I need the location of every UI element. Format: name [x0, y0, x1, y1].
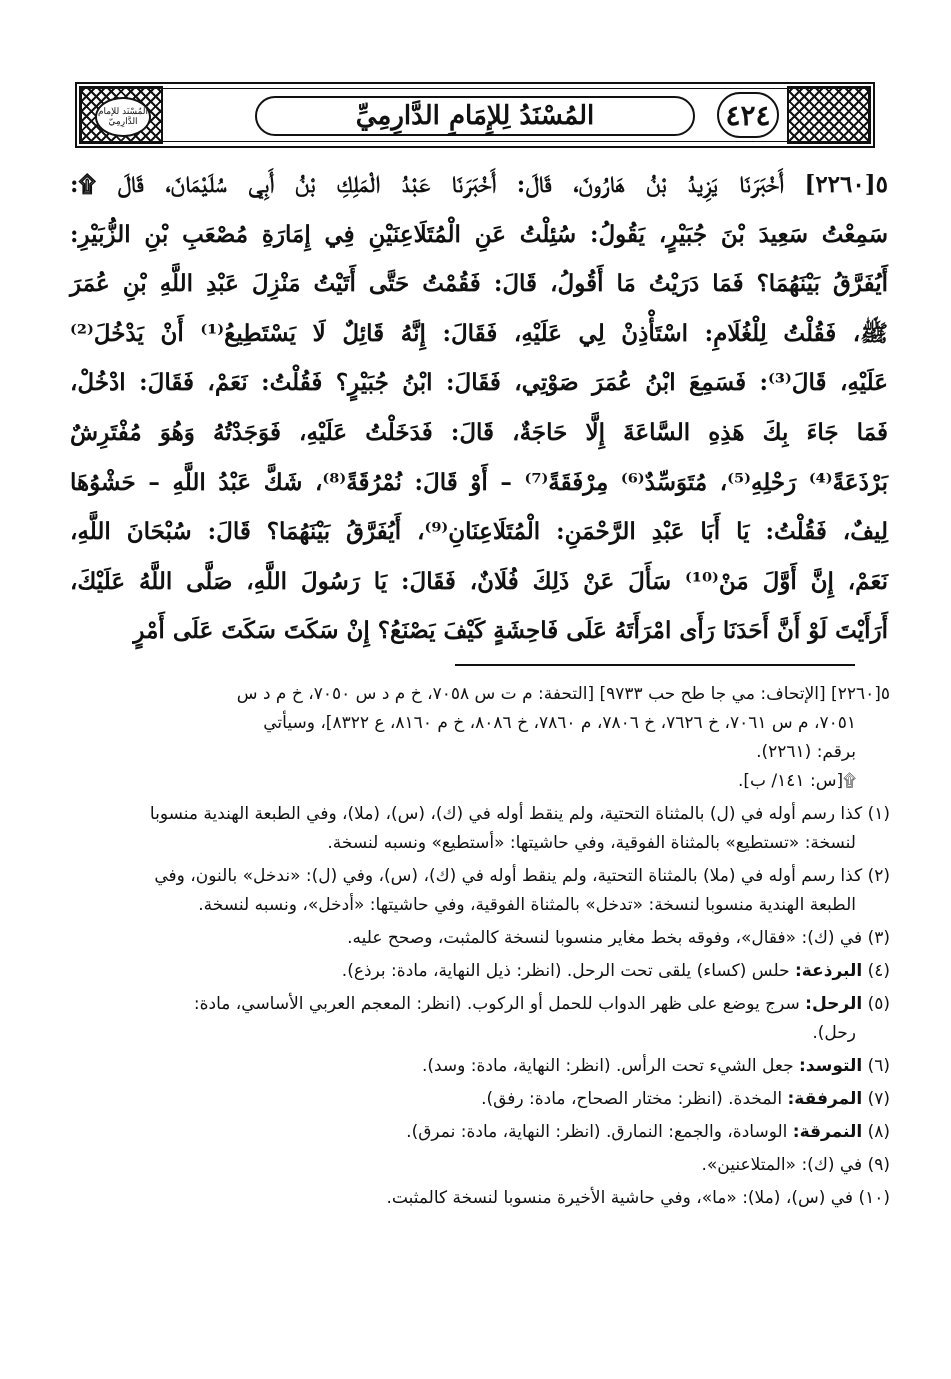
footnote-number: (١٠): [858, 1188, 890, 1208]
footnote-text: في (ك): «فقال»، وفوقه بخط مغاير منسوبا لنسخة كالمثبت، وصحح عليه.: [347, 928, 863, 948]
footnote-7: [70, 1085, 890, 1114]
ornament-emblem: [79, 86, 163, 144]
footnote-text: في (ك): «المتلاعنين».: [701, 1155, 863, 1175]
text-line: لِيفٌ، فَقُلْتُ: يَا أَبَا عَبْدِ الرَّحْمَنِ: الْمُتَلَاعِنَانِ⁽⁹⁾، أَيُفَرَّقُ بَيْنَهُمَا؟ قَالَ: سُبْحَانَ اللَّهِ،: [70, 518, 888, 546]
text-line: ﷺ، فَقُلْتُ لِلْغُلَامِ: اسْتَأْذِنْ لِي عَلَيْهِ، فَقَالَ: إِنَّهُ قَائِلٌ لَا يَسْتَطِيعُ⁽¹⁾ أَنْ يَدْخُلَ⁽²⁾: [70, 319, 888, 347]
footnote-term: التوسد:: [799, 1056, 863, 1076]
footnote-text: الوسادة، والجمع: النمارق. (انظر: النهاية، مادة: نمرق).: [406, 1122, 788, 1142]
takhrij-line: ٥[٢٢٦٠] [الإتحاف: مي جا طح حب ٩٧٣٣] [التحفة: م ت س ٧٠٥٨، خ م د س ٧٠٥٠، خ م د س: [236, 684, 890, 704]
footnote-term: المرفقة:: [787, 1089, 863, 1109]
hadith-text: [70, 160, 888, 656]
footnotes: [70, 680, 890, 1217]
page-number: ٤٢٤: [725, 98, 771, 132]
footnote-text: كذا رسم أوله في (ملا) بالمثناة التحتية، ولم ينقط أوله في (ك)، (س)، وفي (ل): «ندخل» بالنون، وفي: [154, 866, 863, 886]
footnote-number: (٥): [867, 994, 890, 1014]
footnote-2: [70, 862, 890, 920]
footnote-number: (٧): [867, 1089, 890, 1109]
footnote-number: (٤): [867, 961, 890, 981]
footnote-text: رحل).: [812, 1023, 856, 1043]
emblem-medallion: [95, 97, 151, 137]
emblem-text: المُسْنَد للإمام الدَّارِمِيّ: [97, 107, 149, 127]
footnote-term: الرحل:: [805, 994, 863, 1014]
takhrij-note: [70, 680, 890, 796]
book-title-text: المُسْنَدُ لِلإِمَامِ الدَّارِمِيِّ: [355, 101, 595, 131]
footnote-text: حلس (كساء) يلقى تحت الرحل. (انظر: ذيل النهاية، مادة: برذع).: [341, 961, 790, 981]
footnote-number: (٩): [867, 1155, 890, 1175]
footnote-number: (٦): [867, 1056, 890, 1076]
footnote-term: النمرقة:: [792, 1122, 863, 1142]
footnote-text: جعل الشيء تحت الرأس. (انظر: النهاية، مادة: وسد).: [421, 1056, 794, 1076]
text-line: أَرَأَيْتَ لَوْ أَنَّ أَحَدَنَا رَأَى امْرَأَتَهُ عَلَى فَاحِشَةٍ كَيْفَ يَصْنَعُ؟ إِنْ سَكَتَ سَكَتَ عَلَى أَمْرٍ: [133, 617, 888, 645]
footnote-text: لنسخة: «تستطيع» بالمثناة الفوقية، وفي حاشيتها: «أستطيع» ونسبه لنسخة.: [327, 833, 856, 853]
footnote-number: (٢): [867, 866, 890, 886]
footnote-text: المخدة. (انظر: مختار الصحاح، مادة: رفق).: [481, 1089, 783, 1109]
footnote-term: البرذعة:: [795, 961, 863, 981]
book-title: [255, 96, 695, 136]
text-line: بَرْذَعَةً⁽⁴⁾ رَحْلِهِ⁽⁵⁾، مُتَوَسِّدٌ⁽⁶⁾ مِرْفَقَةً⁽⁷⁾ – أَوْ قَالَ: نُمْرُقَةً⁽⁸⁾، شَكَّ عَبْدُ اللَّهِ – حَشْوُهَا: [70, 468, 888, 496]
footnote-1: [70, 800, 890, 858]
footnote-4: [70, 957, 890, 986]
footnote-text: في (س)، (ملا): «ما»، وفي حاشية الأخيرة منسوبا لنسخة كالمثبت.: [386, 1188, 854, 1208]
takhrij-line: برقم: (٢٢٦١).: [756, 742, 856, 762]
footnote-number: (١): [867, 804, 890, 824]
text-line: ٥[٢٢٦٠] أَخْبَرَنَا يَزِيدُ بْنُ هَارُونَ، قَالَ: أَخْبَرَنَا عَبْدُ الْمَلِكِ بْنُ أَبِي سُلَيْمَانَ، قَالَ ۩:: [70, 171, 888, 198]
manuscript-reference: ۩[س: ١٤١/ ب].: [737, 771, 856, 791]
footnote-number: (٨): [867, 1122, 890, 1142]
text-line: أَيُفَرَّقُ بَيْنَهُمَا؟ فَمَا دَرَيْتُ مَا أَقُولُ، قَالَ: فَقُمْتُ حَتَّى أَتَيْتُ مَنْزِلَ عَبْدِ اللَّهِ بْنِ عُمَرَ: [70, 270, 888, 298]
text-line: سَمِعْتُ سَعِيدَ بْنَ جُبَيْرٍ، يَقُولُ: سُئِلْتُ عَنِ الْمُتَلَاعِنَيْنِ فِي إِمَارَةِ مُصْعَبِ بْنِ الزُّبَيْرِ:: [70, 220, 888, 248]
footnote-5: [70, 990, 890, 1048]
ornament-right: [787, 86, 871, 144]
footnote-10: [70, 1184, 890, 1213]
footnote-number: (٣): [867, 928, 890, 948]
text-line: نَعَمْ، إِنَّ أَوَّلَ مَنْ⁽¹⁰⁾ سَأَلَ عَنْ ذَلِكَ فُلَانٌ، فَقَالَ: يَا رَسُولَ اللَّهِ، صَلَّى اللَّهُ عَلَيْكَ،: [70, 567, 888, 595]
text-line: عَلَيْهِ، قَالَ⁽³⁾: فَسَمِعَ ابْنُ عُمَرَ صَوْتِي، فَقَالَ: ابْنُ جُبَيْرٍ؟ فَقُلْتُ: نَعَمْ، فَقَالَ: ادْخُلْ،: [70, 369, 888, 397]
footnote-3: [70, 924, 890, 953]
footnote-text: سرج يوضع على ظهر الدواب للحمل أو الركوب. (انظر: المعجم العربي الأساسي، مادة:: [193, 994, 800, 1014]
footnote-text: كذا رسم أوله في (ل) بالمثناة التحتية، ولم ينقط أوله في (ك)، (س)، (ملا)، وفي الطبعة الهندية منسوبا: [149, 804, 863, 824]
footnote-8: [70, 1118, 890, 1147]
footnote-text: الطبعة الهندية منسوبا لنسخة: «تدخل» بالمثناة الفوقية، وفي حاشيتها: «أدخل»، ونسبه لنسخة.: [198, 895, 856, 915]
footnote-9: [70, 1151, 890, 1180]
text-line: فَمَا جَاءَ بِكَ هَذِهِ السَّاعَةَ إِلَّا حَاجَةٌ، قَالَ: فَدَخَلْتُ عَلَيْهِ، فَوَجَدْتُهُ وَهُوَ مُفْتَرِشٌ: [70, 418, 888, 446]
footnote-divider: [455, 664, 855, 666]
footnote-6: [70, 1052, 890, 1081]
takhrij-line: ٧٠٥١، م س ٧٠٦١، خ ٧٦٢٦، خ ٧٨٠٦، م ٧٨٦٠، خ ٨٠٨٦، خ م ٨١٦٠، ع ٨٣٢٢]، وسيأتي: [263, 713, 856, 733]
page-header: [75, 82, 875, 148]
